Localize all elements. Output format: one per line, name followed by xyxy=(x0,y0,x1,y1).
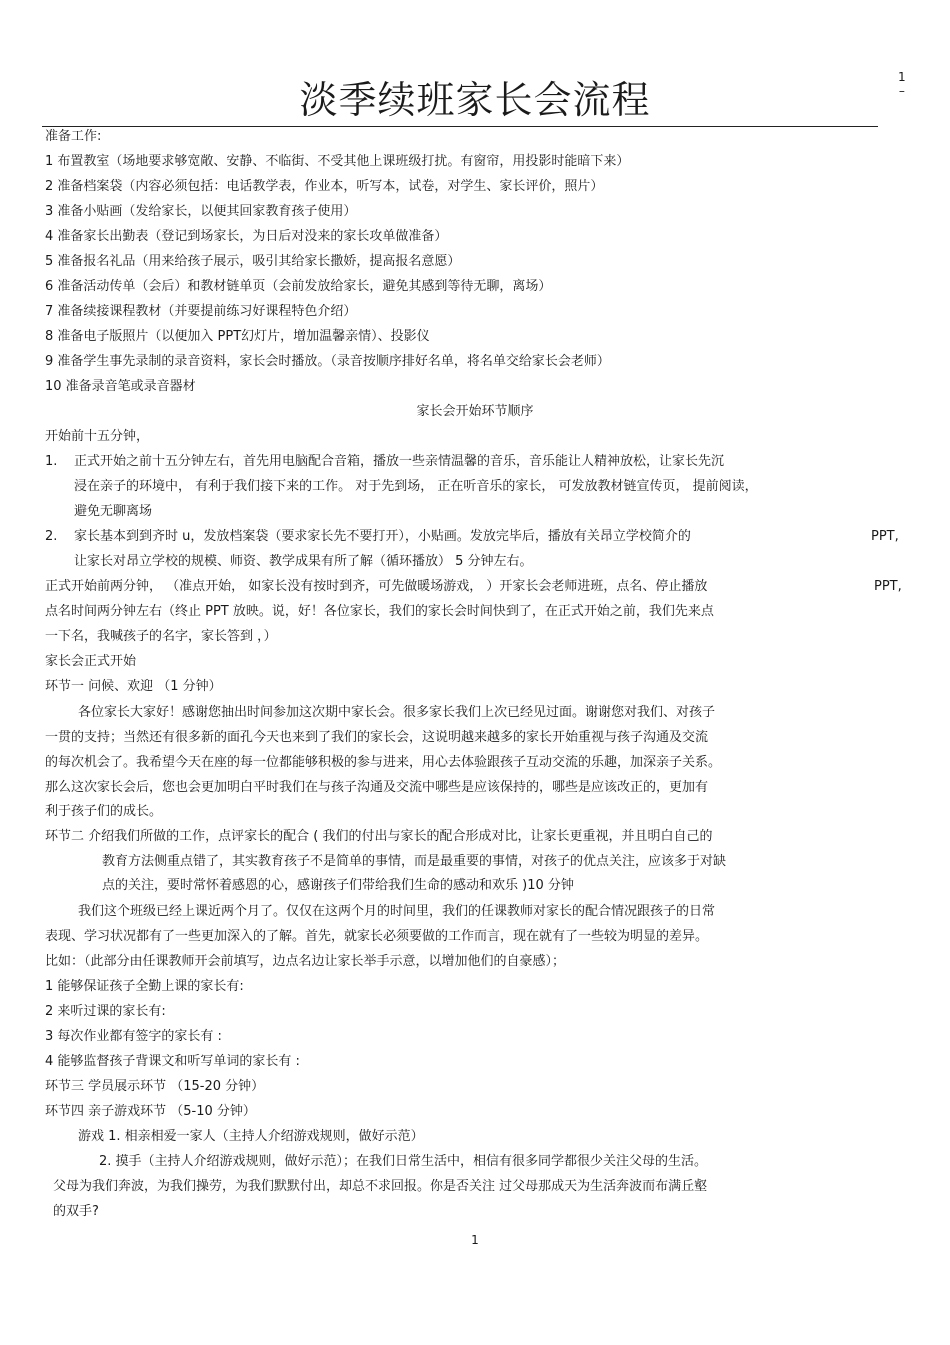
section-2-heading-cont: 教育方法侧重点错了，其实教育孩子不是简单的事情，而是最重要的事情，对孩子的优点关注，应该多于对缺 xyxy=(102,854,727,869)
section-1-paragraph: 一贯的支持；当然还有很多新的面孔今天也来到了我们的家长会，这说明越来越多的家长开始重视与孩子沟通及交流 xyxy=(45,730,709,745)
page-number: 1 xyxy=(471,1233,479,1247)
prep-item: 2 准备档案袋（内容必须包括：电话教学表，作业本，听写本，试卷，对学生、家长评价，照片） xyxy=(45,179,604,194)
prep-item: 3 准备小贴画（发给家长，以便其回家教育孩子使用） xyxy=(45,204,357,219)
prep-item: 8 准备电子版照片（以便加入 PPT幻灯片，增加温馨亲情）、投影仪 xyxy=(45,329,430,344)
seq-item-number: 2. xyxy=(45,529,58,544)
before-15-min: 开始前十五分钟， xyxy=(45,429,150,444)
section-1-paragraph: 的每次机会了。我希望今天在座的每一位都能够积极的参与进来，用心去体验跟孩子互动交流的乐趣，加深亲子关系。 xyxy=(45,755,722,770)
section-2-list-item: 4 能够监督孩子背课文和听写单词的家长有 : xyxy=(45,1054,300,1069)
section-2-paragraph: 我们这个班级已经上课近两个月了。仅仅在这两个月的时间里，我们的任课教师对家长的配合情况跟孩子的日常 xyxy=(78,904,716,919)
before-2-min-line: 正式开始前两分钟， （准点开始， 如家长没有按时到齐，可先做暖场游戏， ）开家长会老师进班，点名、停止播放 xyxy=(45,579,708,594)
section-3-heading: 环节三 学员展示环节 （15-20 分钟） xyxy=(45,1079,265,1094)
section-1-heading: 环节一 问候、欢迎 （1 分钟） xyxy=(45,679,222,694)
prep-item: 7 准备续接课程教材（并要提前练习好课程特色介绍） xyxy=(45,304,357,319)
game-2-continued: 的双手? xyxy=(53,1204,99,1219)
prep-heading: 准备工作: xyxy=(45,129,102,144)
seq-item-2-ppt: PPT, xyxy=(871,529,899,544)
before-2-min-line: 一下名，我喊孩子的名字，家长答到 ，） xyxy=(45,629,277,644)
section-2-list-item: 1 能够保证孩子全勤上课的家长有: xyxy=(45,979,244,994)
prep-item: 9 准备学生事先录制的录音资料，家长会时播放。（录音按顺序排好名单，将名单交给家长会老师） xyxy=(45,354,610,369)
page-title: 淡季续班家长会流程 xyxy=(299,78,651,122)
corner-number: 1 xyxy=(898,70,906,84)
section-1-paragraph: 各位家长大家好！感谢您抽出时间参加这次期中家长会。很多家长我们上次已经见过面。谢谢您对我们、对孩子 xyxy=(78,705,716,720)
prep-item: 4 准备家长出勤表（登记到场家长，为日后对没来的家长攻单做准备） xyxy=(45,229,448,244)
sequence-heading: 家长会开始环节顺序 xyxy=(416,404,534,419)
seq-item-2-line: 家长基本到到齐时 u，发放档案袋（要求家长先不要打开），小贴画。发放完毕后，播放有关昂立学校简介的 xyxy=(74,529,691,544)
section-2-paragraph: 表现、学习状况都有了一些更加深入的了解。首先，就家长必须要做的工作而言，现在就有了一些较为明显的差异。 xyxy=(45,929,709,944)
seq-item-2-line: 让家长对昂立学校的规模、师资、教学成果有所了解（循环播放） 5 分钟左右。 xyxy=(74,554,533,569)
before-2-min-ppt: PPT, xyxy=(874,579,902,594)
before-2-min-line: 点名时间两分钟左右（终止 PPT 放映。说，好！各位家长，我们的家长会时间快到了，在正式开始之前，我们先来点 xyxy=(45,604,714,619)
section-2-heading: 环节二 介绍我们所做的工作，点评家长的配合 ( 我们的付出与家长的配合形成对比，让家长更重视，并且明白自己的 xyxy=(45,829,713,844)
game-2: 2. 摸手（主持人介绍游戏规则，做好示范）；在我们日常生活中，相信有很多同学都很少关注父母的生活。 xyxy=(99,1154,708,1169)
section-2-list-item: 2 来听过课的家长有: xyxy=(45,1004,166,1019)
section-2-paragraph: 比如：（此部分由任课教师开会前填写，边点名边让家长举手示意，以增加他们的自豪感）； xyxy=(45,954,566,969)
prep-item: 6 准备活动传单（会后）和教材链单页（会前发放给家长，避免其感到等待无聊，离场） xyxy=(45,279,552,294)
prep-item: 5 准备报名礼品（用来给孩子展示，吸引其给家长撒娇，提高报名意愿） xyxy=(45,254,461,269)
game-2-continued: 父母为我们奔波，为我们操劳，为我们默默付出，却总不求回报。你是否关注 过父母那成天为生活奔波而布满丘壑 xyxy=(53,1179,708,1194)
prep-item: 1 布置教室（场地要求够宽敞、安静、不临街、不受其他上课班级打扰。有窗帘，用投影时能暗下来） xyxy=(45,154,630,169)
game-1: 游戏 1. 相亲相爱一家人（主持人介绍游戏规则，做好示范） xyxy=(78,1129,424,1144)
title-underline xyxy=(42,126,878,127)
seq-item-1-line: 避免无聊离场 xyxy=(74,504,153,519)
corner-dash: – xyxy=(898,84,905,98)
prep-item: 10 准备录音笔或录音器材 xyxy=(45,379,196,394)
seq-item-number: 1. xyxy=(45,454,58,469)
section-1-paragraph: 利于孩子们的成长。 xyxy=(45,804,163,819)
section-2-list-item: 3 每次作业都有签字的家长有 : xyxy=(45,1029,222,1044)
formal-start: 家长会正式开始 xyxy=(45,654,137,669)
section-4-heading: 环节四 亲子游戏环节 （5-10 分钟） xyxy=(45,1104,256,1119)
section-1-paragraph: 那么这次家长会后，您也会更加明白平时我们在与孩子沟通及交流中哪些是应该保持的，哪些是应该改正的，更加有 xyxy=(45,780,709,795)
seq-item-1-line: 浸在亲子的环境中， 有利于我们接下来的工作。 对于先到场， 正在听音乐的家长， 可发放教材链宣传页， 提前阅读， xyxy=(74,479,758,494)
seq-item-1-line: 正式开始之前十五分钟左右，首先用电脑配合音箱，播放一些亲情温馨的音乐，音乐能让人精神放松，让家长先沉 xyxy=(74,454,725,469)
section-2-heading-cont: 点的关注，要时常怀着感恩的心，感谢孩子们带给我们生命的感动和欢乐 )10 分钟 xyxy=(102,878,574,893)
